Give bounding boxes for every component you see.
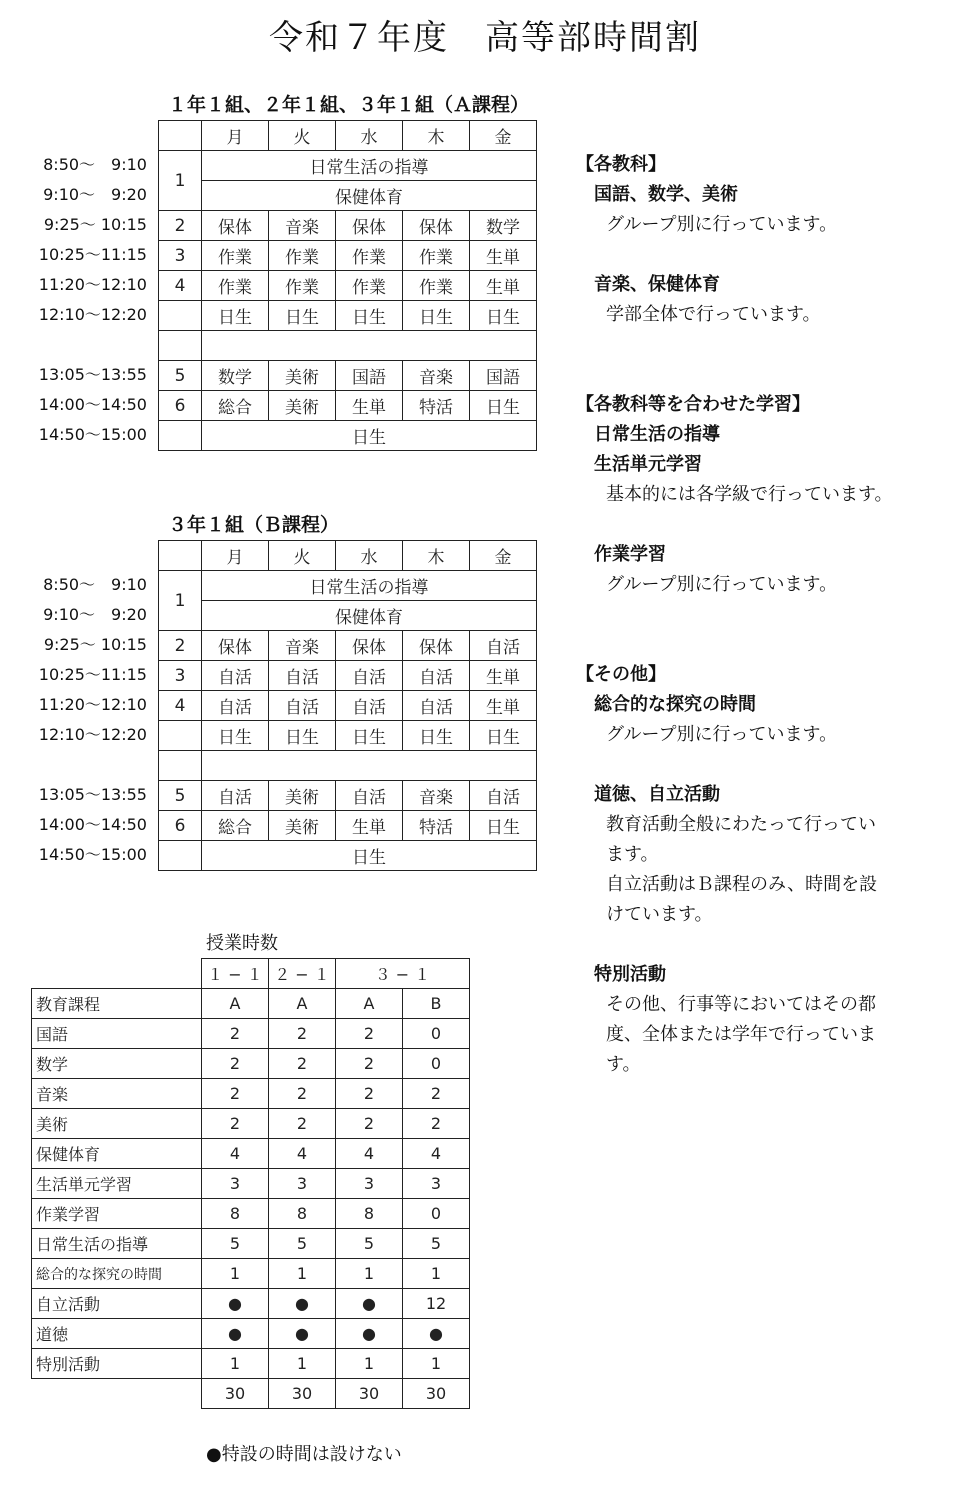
schedule-cell: 総合 [202, 391, 269, 421]
row-label: 教育課程 [32, 989, 202, 1019]
schedule-cell: 自活 [403, 691, 470, 721]
total-cell: 30 [403, 1379, 470, 1409]
schedule-cell: 作業 [336, 241, 403, 271]
period-number [159, 841, 202, 871]
schedule-cell: 自活 [336, 781, 403, 811]
note-text: グループ別に行っています。 [606, 214, 838, 235]
period-number: 4 [159, 271, 202, 301]
period-number: 2 [159, 631, 202, 661]
time-slot: 9:10〜 9:20 [43, 605, 147, 624]
hours-cell: 2 [202, 1019, 269, 1049]
time-slot [22, 330, 147, 360]
row-label: 自立活動 [32, 1289, 202, 1319]
hours-cell: 2 [269, 1079, 336, 1109]
note-text: グループ別に行っています。 [606, 724, 838, 745]
day-header: 金 [470, 121, 537, 151]
hours-cell: ● [269, 1319, 336, 1349]
schedule-cell: 生単 [470, 271, 537, 301]
grade-header: ２ − １ [269, 959, 336, 989]
time-slot: 10:25〜11:15 [38, 665, 147, 684]
schedule-cell: 日常生活の指導 [202, 571, 537, 601]
lunch-cell [159, 331, 202, 361]
schedule-cell: 日生 [336, 301, 403, 331]
schedule-cell: 保体 [403, 211, 470, 241]
hours-cell: 3 [403, 1169, 470, 1199]
note-text: けています。 [606, 904, 713, 925]
schedule-cell: 保体 [202, 631, 269, 661]
schedule-cell: 自活 [269, 661, 336, 691]
hours-cell: 8 [269, 1199, 336, 1229]
note-text: 基本的には各学級で行っています。 [606, 484, 893, 505]
hours-cell: 2 [202, 1109, 269, 1139]
period-number: 3 [159, 241, 202, 271]
schedule-cell: 作業 [202, 271, 269, 301]
schedule-cell: 音楽 [403, 361, 470, 391]
row-label: 道徳 [32, 1319, 202, 1349]
hours-cell: 0 [403, 1049, 470, 1079]
corner-cell [159, 121, 202, 151]
time-slot: 8:50〜 9:10 [43, 575, 147, 594]
schedule-b-times [22, 570, 147, 870]
blank-cell [32, 959, 202, 989]
hours-cell: 8 [336, 1199, 403, 1229]
row-label: 日常生活の指導 [32, 1229, 202, 1259]
note-heading: 【各教科】 [576, 154, 666, 175]
hours-cell: 2 [336, 1019, 403, 1049]
hours-cell: 5 [403, 1229, 470, 1259]
hours-cell: ● [202, 1319, 269, 1349]
time-slot: 14:00〜14:50 [38, 395, 147, 414]
schedule-cell: 国語 [336, 361, 403, 391]
hours-cell: 0 [403, 1019, 470, 1049]
note-text: グループ別に行っています。 [606, 574, 838, 595]
note-subject: 道徳、自立活動 [594, 784, 720, 805]
note-subject: 国語、数学、美術 [594, 184, 738, 205]
hours-cell: 3 [269, 1169, 336, 1199]
hours-cell: 1 [336, 1349, 403, 1379]
grade-header: ３ − １ [336, 959, 470, 989]
hours-cell: 2 [269, 1049, 336, 1079]
hours-cell: 1 [269, 1259, 336, 1289]
note-heading: 【その他】 [576, 664, 666, 685]
schedule-cell: 自活 [470, 781, 537, 811]
hours-cell: 3 [336, 1169, 403, 1199]
time-slot: 9:10〜 9:20 [43, 185, 147, 204]
schedule-cell: 自活 [336, 691, 403, 721]
hours-cell: 0 [403, 1199, 470, 1229]
row-label: 数学 [32, 1049, 202, 1079]
schedule-cell: 日生 [403, 301, 470, 331]
schedule-cell: 総合 [202, 811, 269, 841]
schedule-cell: 作業 [202, 241, 269, 271]
hours-cell: 4 [403, 1139, 470, 1169]
schedule-cell: 自活 [202, 661, 269, 691]
day-header: 月 [202, 541, 269, 571]
schedule-cell: 日生 [470, 811, 537, 841]
schedule-cell: 日生 [269, 721, 336, 751]
schedule-cell: 日生 [202, 421, 537, 451]
schedule-cell: 日生 [202, 721, 269, 751]
schedule-b-table [158, 540, 537, 871]
note-subject: 生活単元学習 [594, 454, 702, 475]
hours-cell: 5 [336, 1229, 403, 1259]
time-slot [22, 750, 147, 780]
blank-cell [32, 1379, 202, 1409]
hours-cell: 5 [269, 1229, 336, 1259]
day-header: 月 [202, 121, 269, 151]
hours-cell: 1 [403, 1349, 470, 1379]
schedule-cell: 保健体育 [202, 601, 537, 631]
hours-table [31, 958, 470, 1409]
note-text: その他、行事等においてはその都 [606, 994, 876, 1015]
schedule-cell: 自活 [202, 781, 269, 811]
period-number: 6 [159, 391, 202, 421]
schedule-cell: 保体 [403, 631, 470, 661]
total-cell: 30 [336, 1379, 403, 1409]
period-number: 1 [159, 151, 202, 211]
day-header: 火 [269, 541, 336, 571]
schedule-cell: 美術 [269, 781, 336, 811]
row-label: 作業学習 [32, 1199, 202, 1229]
schedule-cell: 生単 [336, 811, 403, 841]
hours-cell: 3 [202, 1169, 269, 1199]
schedule-cell: 音楽 [403, 781, 470, 811]
schedule-cell: 日生 [202, 301, 269, 331]
note-text: す。 [606, 1054, 641, 1075]
schedule-b-heading: ３年１組（Ｂ課程） [168, 514, 340, 536]
period-number: 2 [159, 211, 202, 241]
footnote: ●特設の時間は設けない [206, 1444, 402, 1465]
schedule-cell: 作業 [269, 241, 336, 271]
course-cell: A [269, 989, 336, 1019]
period-number: 5 [159, 781, 202, 811]
grade-header: １ − １ [202, 959, 269, 989]
time-slot: 12:10〜12:20 [38, 725, 147, 744]
schedule-cell: 日生 [470, 721, 537, 751]
schedule-cell: 美術 [269, 391, 336, 421]
schedule-a-table [158, 120, 537, 451]
day-header: 火 [269, 121, 336, 151]
row-label: 生活単元学習 [32, 1169, 202, 1199]
hours-caption: 授業時数 [206, 933, 278, 954]
schedule-cell: 日生 [269, 301, 336, 331]
time-slot: 9:25〜 10:15 [43, 635, 147, 654]
lunch-cell [202, 331, 537, 361]
schedule-cell: 日生 [336, 721, 403, 751]
lunch-cell [159, 751, 202, 781]
day-header: 金 [470, 541, 537, 571]
note-text: 自立活動はＢ課程のみ、時間を設 [606, 874, 878, 895]
time-slot: 8:50〜 9:10 [43, 155, 147, 174]
schedule-cell: 保体 [202, 211, 269, 241]
hours-cell: 2 [336, 1079, 403, 1109]
period-number: 5 [159, 361, 202, 391]
hours-cell: 2 [336, 1109, 403, 1139]
schedule-cell: 生単 [470, 241, 537, 271]
schedule-cell: 生単 [470, 661, 537, 691]
schedule-cell: 保体 [336, 211, 403, 241]
day-header: 木 [403, 121, 470, 151]
hours-cell: ● [403, 1319, 470, 1349]
hours-cell: 8 [202, 1199, 269, 1229]
hours-cell: 1 [202, 1349, 269, 1379]
hours-cell: ● [336, 1289, 403, 1319]
time-slot: 11:20〜12:10 [38, 275, 147, 294]
notes-panel [576, 150, 956, 1080]
row-label: 保健体育 [32, 1139, 202, 1169]
time-slot: 12:10〜12:20 [38, 305, 147, 324]
schedule-cell: 日生 [470, 391, 537, 421]
note-heading: 【各教科等を合わせた学習】 [576, 394, 810, 415]
schedule-a-heading: １年１組、２年１組、３年１組（Ａ課程） [168, 94, 530, 116]
schedule-cell: 音楽 [269, 631, 336, 661]
hours-cell: ● [202, 1289, 269, 1319]
hours-cell: 2 [202, 1079, 269, 1109]
schedule-cell: 日生 [403, 721, 470, 751]
time-slot: 10:25〜11:15 [38, 245, 147, 264]
schedule-cell: 特活 [403, 811, 470, 841]
schedule-cell: 特活 [403, 391, 470, 421]
hours-cell: ● [336, 1319, 403, 1349]
hours-cell: 2 [403, 1079, 470, 1109]
page-title: 令和７年度 高等部時間割 [269, 18, 701, 58]
schedule-cell: 数学 [202, 361, 269, 391]
note-text: 学部全体で行っています。 [606, 304, 821, 325]
note-subject: 特別活動 [594, 964, 666, 985]
hours-cell: 1 [269, 1349, 336, 1379]
schedule-cell: 自活 [202, 691, 269, 721]
note-text: 教育活動全般にわたって行ってい [606, 814, 876, 835]
time-slot: 14:00〜14:50 [38, 815, 147, 834]
schedule-cell: 生単 [470, 691, 537, 721]
hours-cell: 1 [336, 1259, 403, 1289]
period-number: 4 [159, 691, 202, 721]
schedule-cell: 日常生活の指導 [202, 151, 537, 181]
row-label: 総合的な探究の時間 [32, 1259, 202, 1289]
total-cell: 30 [202, 1379, 269, 1409]
note-subject: 作業学習 [594, 544, 666, 565]
hours-cell: 2 [336, 1049, 403, 1079]
note-subject: 日常生活の指導 [594, 424, 720, 445]
time-slot: 14:50〜15:00 [38, 845, 147, 864]
hours-cell: 1 [202, 1259, 269, 1289]
schedule-cell: 自活 [336, 661, 403, 691]
day-header: 木 [403, 541, 470, 571]
schedule-cell: 作業 [403, 271, 470, 301]
hours-cell: 4 [202, 1139, 269, 1169]
row-label: 美術 [32, 1109, 202, 1139]
schedule-cell: 作業 [269, 271, 336, 301]
period-number: 6 [159, 811, 202, 841]
total-cell: 30 [269, 1379, 336, 1409]
day-header: 水 [336, 121, 403, 151]
corner-cell [159, 541, 202, 571]
period-number: 1 [159, 571, 202, 631]
period-number: 3 [159, 661, 202, 691]
schedule-cell: 作業 [403, 241, 470, 271]
schedule-cell: 自活 [403, 661, 470, 691]
course-cell: B [403, 989, 470, 1019]
schedule-cell: 国語 [470, 361, 537, 391]
schedule-cell: 音楽 [269, 211, 336, 241]
period-number [159, 721, 202, 751]
time-slot: 13:05〜13:55 [38, 365, 147, 384]
hours-cell: 5 [202, 1229, 269, 1259]
note-subject: 総合的な探究の時間 [594, 694, 756, 715]
schedule-cell: 保体 [336, 631, 403, 661]
schedule-cell: 美術 [269, 811, 336, 841]
hours-cell: 12 [403, 1289, 470, 1319]
hours-cell: ● [269, 1289, 336, 1319]
row-label: 特別活動 [32, 1349, 202, 1379]
note-subject: 音楽、保健体育 [594, 274, 720, 295]
row-label: 国語 [32, 1019, 202, 1049]
schedule-a-times [22, 150, 147, 450]
hours-cell: 4 [336, 1139, 403, 1169]
hours-cell: 2 [202, 1049, 269, 1079]
schedule-cell: 自活 [269, 691, 336, 721]
time-slot: 11:20〜12:10 [38, 695, 147, 714]
time-slot: 9:25〜 10:15 [43, 215, 147, 234]
row-label: 音楽 [32, 1079, 202, 1109]
period-number [159, 421, 202, 451]
schedule-cell: 保健体育 [202, 181, 537, 211]
hours-cell: 1 [403, 1259, 470, 1289]
time-slot: 13:05〜13:55 [38, 785, 147, 804]
schedule-cell: 自活 [470, 631, 537, 661]
schedule-cell: 日生 [202, 841, 537, 871]
lunch-cell [202, 751, 537, 781]
day-header: 水 [336, 541, 403, 571]
schedule-cell: 数学 [470, 211, 537, 241]
time-slot: 14:50〜15:00 [38, 425, 147, 444]
schedule-cell: 作業 [336, 271, 403, 301]
hours-cell: 2 [403, 1109, 470, 1139]
schedule-cell: 美術 [269, 361, 336, 391]
note-text: 度、全体または学年で行っていま [606, 1024, 876, 1045]
hours-cell: 2 [269, 1019, 336, 1049]
schedule-cell: 生単 [336, 391, 403, 421]
period-number [159, 301, 202, 331]
course-cell: A [336, 989, 403, 1019]
schedule-cell: 日生 [470, 301, 537, 331]
course-cell: A [202, 989, 269, 1019]
hours-cell: 4 [269, 1139, 336, 1169]
note-text: ます。 [606, 844, 659, 865]
hours-cell: 2 [269, 1109, 336, 1139]
